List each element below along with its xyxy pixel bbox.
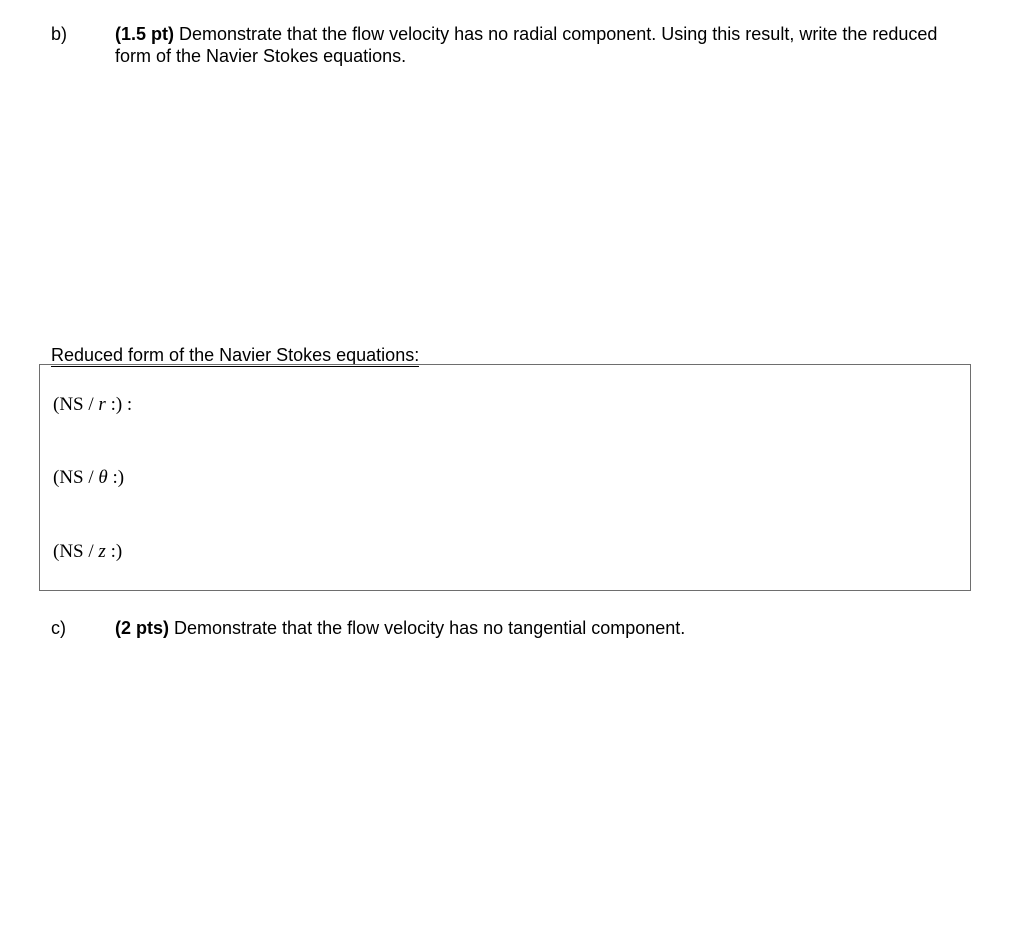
equation-prefix: (NS / [53,467,99,488]
question-b-body: Demonstrate that the flow velocity has no radial component. Using this result, write the reduced form of the Navier Stokes equations. [115,24,938,66]
question-c-text [115,617,975,639]
question-c-points: (2 pts) [115,618,169,638]
equation-ns-z [53,541,122,563]
answer-box[interactable] [39,364,971,591]
equation-prefix: (NS / [53,541,99,562]
equation-variable: z [98,541,106,562]
question-b-points: (1.5 pt) [115,24,175,44]
question-c-body: Demonstrate that the flow velocity has no tangential component. [169,618,686,638]
answer-box-label: Reduced form of the Navier Stokes equations: [51,345,420,365]
equation-variable: θ [98,467,108,488]
equation-suffix: :) : [105,394,133,415]
equation-variable: r [98,394,106,415]
equation-ns-r [53,394,132,416]
equation-suffix: :) [107,467,125,488]
equation-suffix: :) [105,541,123,562]
equation-prefix: (NS / [53,394,99,415]
equation-ns-theta [53,467,124,489]
question-b-text [115,23,975,67]
question-b-letter: b) [51,24,68,44]
question-c-letter: c) [51,618,66,638]
